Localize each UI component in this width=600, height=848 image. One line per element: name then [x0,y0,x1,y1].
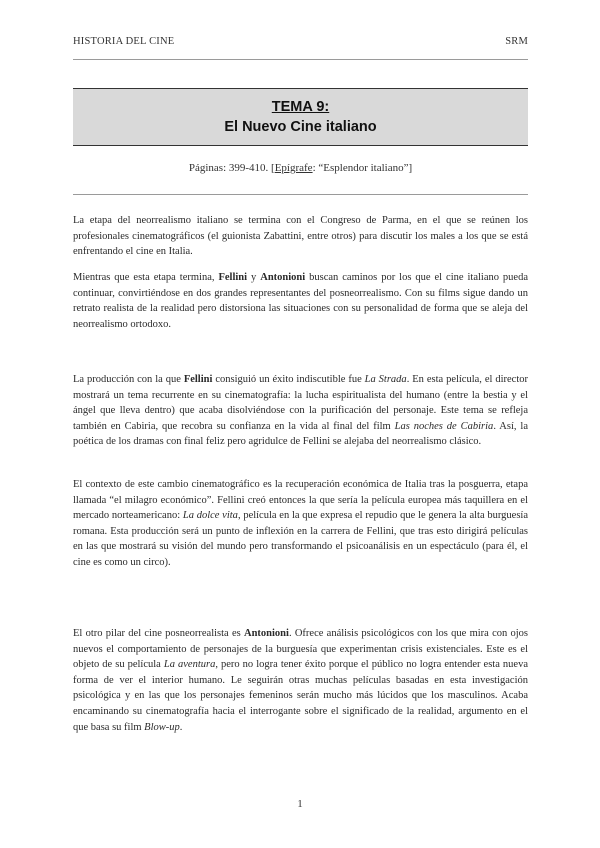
text-run: , película en la que expresa el repudio que le genera la alta burguesía romana. Esta producción será un punto de inflexión en la carrera de Fellini, que tras esto dirigirá películas en las que mostrará su visión del mundo pero transformando el psicoanálisis en un espectáculo (para él, el cine es como un circo). [73,510,528,568]
text-run: buscan caminos por los que el cine italiano pueda continuar, convirtiéndose en dos grandes representantes del posneorrealismo. Con su films sigue dando un retrato realista de la realidad pero distorsiona las situaciones con su personalidad de forma que se aleja del neorrealismo ortodoxo. [73,272,529,330]
name-fellini: Fellini [218,272,248,283]
paragraph-text: La etapa del neorrealismo italiano se termina con el Congreso de Parma, en el que se reúnen los profesionales cinematográficos (el guionista Zabattini, entre otros) para discutir los males a los que se está enfrentando el cine en Italia. [73,215,528,258]
text-run: . Ofrece análisis psicológicos con los que mira con ojos nuevos el comportamiento de personajes de la burguesía que experimentan crisis existenciales. Este es el objeto de su película [73,628,529,671]
page-reference [73,162,528,174]
text-run: Mientras que esta etapa termina, [73,272,219,283]
film-title-noches-cabiria: Las noches de Cabiria [394,420,494,432]
topic-title: El Nuevo Cine italiano [224,119,377,135]
film-title-blow-up: Blow-up [144,721,180,733]
name-antonioni: Antonioni [244,628,289,639]
paragraph-text [73,477,528,571]
text-run: , pero no logra tener éxito porque el público no logra entender esta nueva forma de ver el interior humano. Le seguirán otras muchas películas basadas en esta investigación psicológica y en las que los personajes femeninos serán mucho más lúcidos que los masculinos. Acaba encaminando su cinematografía hacia el interrogante sobre el significado de la realidad, argumento en el que basa su film [73,659,528,733]
epigrafe-label: Epígrafe [274,162,313,174]
header-author-initials: SRM [505,36,528,47]
paragraph-dolce-vita [73,477,528,571]
page-reference-suffix: : “Esplendor italiano”] [312,162,413,174]
text-run: . Así, la poética de los dramas con final feliz pero agridulce de Fellini se alejaba del neorrealismo clásico. [73,420,528,448]
text-run: . [179,721,183,733]
page-reference-prefix: Páginas: 399-410. [ [188,162,275,174]
text-run: La producción con la que [73,374,184,385]
text-run: El otro pilar del cine posneorrealista es [73,628,244,639]
section-divider [73,194,528,195]
film-title-la-aventura: La aventura [163,659,216,671]
text-run: El contexto de este cambio cinematográfico es la recuperación económica de Italia tras la posguerra, etapa llamada “el milagro económico”. Fellini creó entonces la que sería la película europea más taquillera en el mercado norteamericano: [73,479,528,522]
paragraph-text [73,626,528,735]
paragraph-text [73,372,528,450]
paragraph-la-strada [73,372,528,450]
paragraph-antonioni [73,626,528,735]
text-run: y [247,272,261,283]
page-header [73,36,528,47]
name-fellini: Fellini [183,374,213,385]
paragraph-text [73,270,528,332]
header-divider [73,59,528,60]
film-title-dolce-vita: La dolce vita [182,510,238,522]
page-number: 1 [297,798,303,810]
film-title-la-strada: La Strada [364,374,407,385]
paragraph-posneorrealismo [73,270,528,332]
header-course-title: HISTORIA DEL CINE [73,36,175,47]
topic-title-box [73,88,528,146]
topic-number: TEMA 9: [271,99,330,115]
paragraph-parma-congress [73,213,528,260]
text-run: . En esta película, el director mostrará un tema recurrente en su cinematografía: la lucha espiritualista del humano (entre la bestia y el ángel que lleva dentro) que acaba disolviéndose con la purificación del personaje. Este tema se refleja también en Cabiria, que recobra su confianza en la vida al final del film [73,374,528,432]
text-run: consiguió un éxito indiscutible fue [212,374,365,385]
name-antonioni: Antonioni [260,272,306,283]
